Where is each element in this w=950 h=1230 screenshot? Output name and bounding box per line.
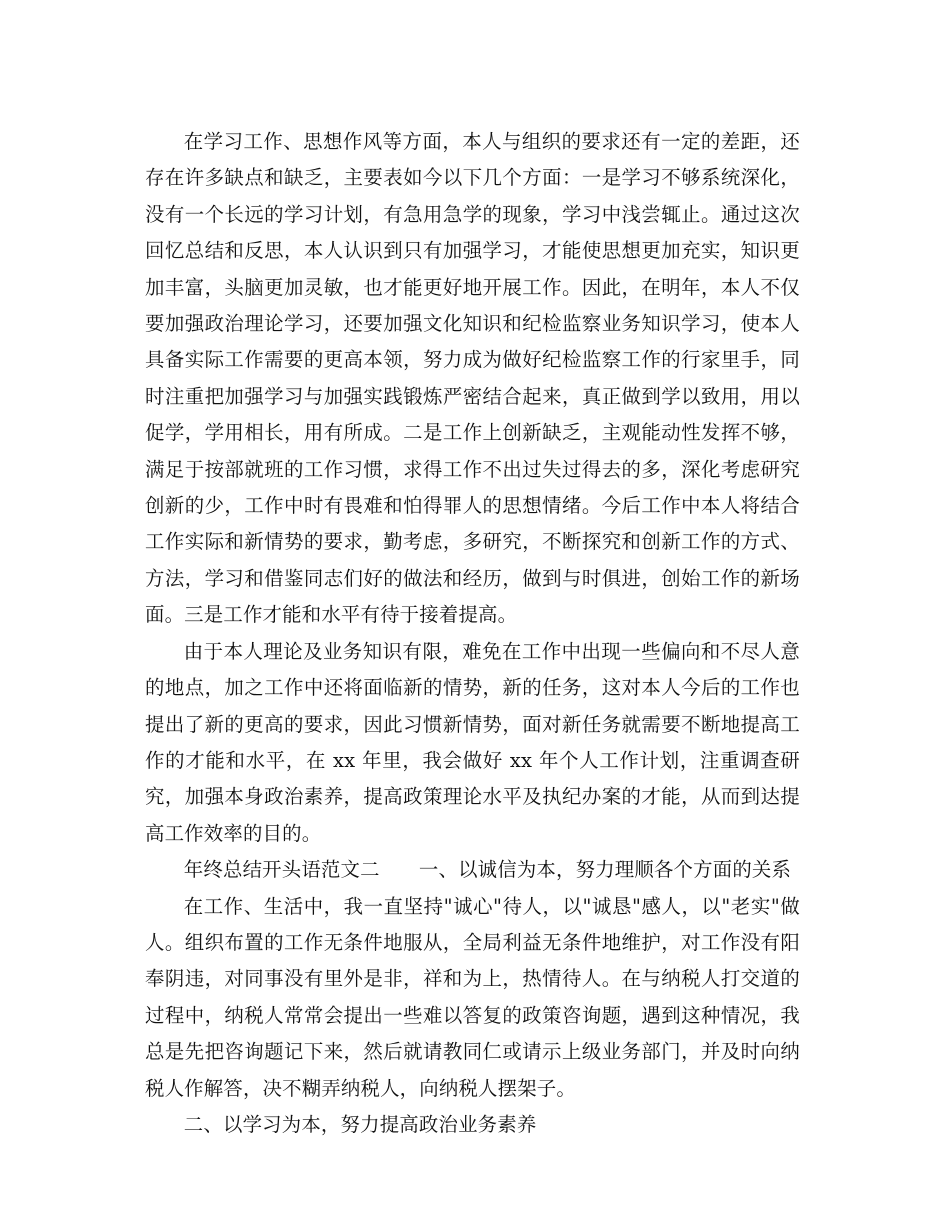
paragraph: 由于本人理论及业务知识有限，难免在工作中出现一些偏向和不尽人意的地点，加之工作中还将面临新的情势，新的任务，这对本人今后的工作也提出了新的更高的要求，因此习惯新情势，面对新任务就需要不断地提高工作的才能和水平，在 xx 年里，我会做好 xx 年个人工作计划，注重调查研究，加强本身政治素养，提高政策理论水平及执纪办案的才能，从而到达提高工作效率的目的。 <box>145 639 800 845</box>
paragraph-heading: 年终总结开头语范文二 一、以诚信为本，努力理顺各个方面的关系 <box>183 858 792 882</box>
paragraph: 在工作、生活中，我一直坚持"诚心"待人，以"诚恳"感人，以"老实"做人。组织布置的工作无条件地服从，全局利益无条件地维护，对工作没有阳奉阴违，对同事没有里外是非，祥和为上，热情待人。在与纳税人打交道的过程中，纳税人常常会提出一些难以答复的政策咨询题，遇到这种情况，我总是先把咨询题记下来，然后就请教同仁或请示上级业务部门，并及时向纳税人作解答，决不糊弄纳税人，向纳税人摆架子。 <box>145 894 800 1100</box>
paragraph: 在学习工作、思想作风等方面，本人与组织的要求还有一定的差距，还存在许多缺点和缺乏，主要表如今以下几个方面：一是学习不够系统深化，没有一个长远的学习计划，有急用急学的现象，学习中浅尝辄止。通过这次回忆总结和反思，本人认识到只有加强学习，才能使思想更加充实，知识更加丰富，头脑更加灵敏，也才能更好地开展工作。因此，在明年，本人不仅要加强政治理论学习，还要加强文化知识和纪检监察业务知识学习，使本人具备实际工作需要的更高本领，努力成为做好纪检监察工作的行家里手，同时注重把加强学习与加强实践锻炼严密结合起来，真正做到学以致用，用以促学，学用相长，用有所成。二是工作上创新缺乏，主观能动性发挥不够，满足于按部就班的工作习惯，求得工作不出过失过得去的多，深化考虑研究创新的少，工作中时有畏难和怕得罪人的思想情绪。今后工作中本人将结合工作实际和新情势的要求，勤考虑，多研究，不断探究和创新工作的方式、方法，学习和借鉴同志们好的做法和经历，做到与时俱进，创始工作的新场面。三是工作才能和水平有待于接着提高。 <box>145 130 800 627</box>
paragraph-heading: 二、以学习为本，努力提高政治业务素养 <box>183 1112 537 1136</box>
document-body <box>145 124 800 1143</box>
